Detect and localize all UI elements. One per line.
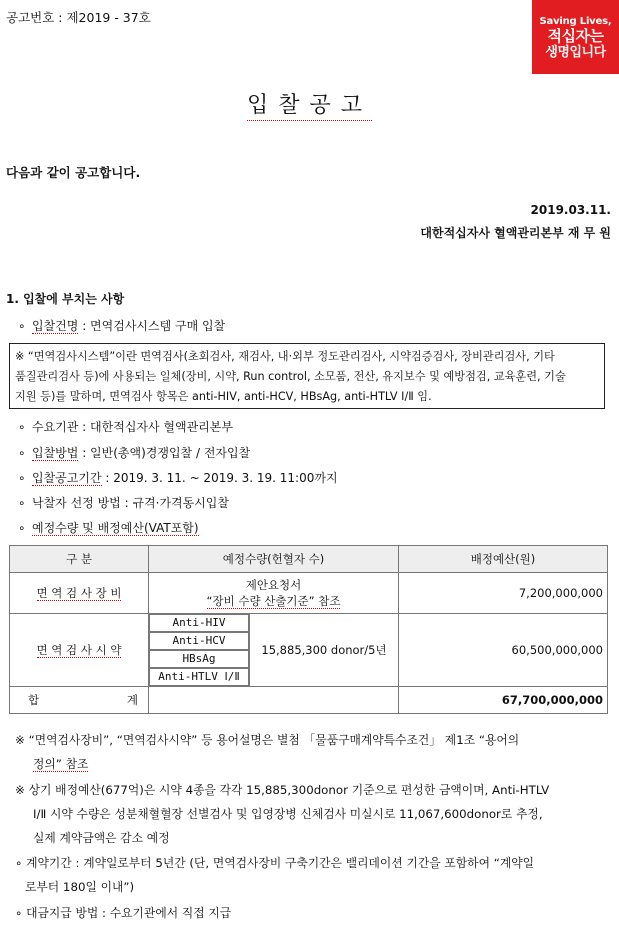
logo-text-2: 생명입니다: [545, 45, 606, 60]
intro-text: 다음과 같이 공고합니다.: [6, 165, 141, 180]
budget-note: ※ 상기 배정예산(677억)은 시약 4종을 각각 15,885,300donor 기준으로 편성한 금액이며, Anti-HTLV Ⅰ/Ⅱ 시약 수량은 성분채혈혈장 선별검사 및 입영장병 신체검사 미실시로 11,067,600donor로 추정, 실제 계약금액은 감소 예정: [15, 783, 550, 845]
page-title: 입찰공고: [0, 88, 619, 119]
quantity-budget-label: ∘ 예정수량 및 배정예산(VAT포함): [18, 521, 199, 535]
budget-table: [9, 545, 608, 714]
note-line: 지원 등)를 말하며, 면역검사 항목은 anti-HIV, anti-HCV, HBsAg, anti-HTLV Ⅰ/Ⅱ 임.: [15, 390, 432, 403]
notice-number: 공고번호 : 제2019 - 37호: [6, 10, 151, 25]
note-line: ※ “면역검사시스템”이란 면역검사(초회검사, 재검사, 내·외부 정도관리검사, 시약검증검사, 장비관리검사, 기타: [15, 350, 555, 363]
reagent-item: Anti-HTLV Ⅰ/Ⅱ: [149, 668, 249, 686]
row-budget: 60,500,000,000: [399, 614, 608, 687]
issuer: 대한적십자사 혈액관리본부 재 무 원: [420, 226, 611, 240]
total-empty: [149, 687, 399, 714]
red-cross-logo: [532, 0, 619, 74]
row-quantity: 제안요청서 “장비 수량 산출기준” 참조: [149, 573, 399, 614]
header-category: 구 분: [10, 546, 149, 573]
row-label: 면 역 검 사 시 약: [10, 614, 149, 687]
definition-note-box: [9, 343, 605, 409]
reagent-list: [149, 614, 250, 687]
terms-note: ※ “면역검사장비”, “면역검사시약” 등 용어설명은 별첨 「물품구매계약특수조건」 제1조 “용어의 정의” 참조: [15, 733, 520, 771]
demand-agency: ∘ 수요기관 : 대한적십자사 혈액관리본부: [18, 420, 233, 434]
bid-method: ∘ 입찰방법 : 일반(총액)경쟁입찰 / 전자입찰: [18, 446, 251, 460]
row-label: 면 역 검 사 장 비: [10, 573, 149, 614]
table-row: [10, 614, 608, 687]
notice-date: 2019.03.11.: [530, 203, 611, 217]
table-row: [10, 573, 608, 614]
bid-item-name: ∘ 입찰건명 : 면역검사시스템 구매 입찰: [18, 319, 226, 333]
row-quantity: 15,885,300 donor/5년: [250, 614, 399, 687]
header-quantity: 예정수량(헌혈자 수): [149, 546, 399, 573]
contract-period: ∘ 계약기간 : 계약일로부터 5년간 (단, 면역검사장비 구축기간은 밸리데이션 기간을 포함하여 “계약일 로부터 180일 이내”): [15, 856, 535, 894]
section-heading: 1. 입찰에 부치는 사항: [6, 292, 125, 306]
selection-method: ∘ 낙찰자 선정 방법 : 규격·가격동시입찰: [18, 496, 229, 510]
bid-period: ∘ 입찰공고기간 : 2019. 3. 11. ~ 2019. 3. 19. 11:00까지: [18, 471, 338, 485]
table-total-row: [10, 687, 608, 714]
note-line: 품질관리검사 등)에 사용되는 일체(장비, 시약, Run control, 소모품, 전산, 유지보수 및 예방점검, 교육훈련, 기술: [15, 370, 566, 383]
header-budget: 배정예산(원): [399, 546, 608, 573]
total-label: 합 계: [10, 687, 149, 714]
logo-text-1: 적십자는: [547, 27, 604, 45]
row-budget: 7,200,000,000: [399, 573, 608, 614]
reagent-item: Anti-HCV: [149, 632, 249, 650]
reagent-item: HBsAg: [149, 650, 249, 668]
table-header-row: [10, 546, 608, 573]
logo-slogan: Saving Lives,: [539, 16, 612, 27]
reagent-item: Anti-HIV: [149, 614, 249, 632]
payment-method: ∘ 대금지급 방법 : 수요기관에서 직접 지급: [15, 906, 232, 920]
total-budget: 67,700,000,000: [399, 687, 608, 714]
